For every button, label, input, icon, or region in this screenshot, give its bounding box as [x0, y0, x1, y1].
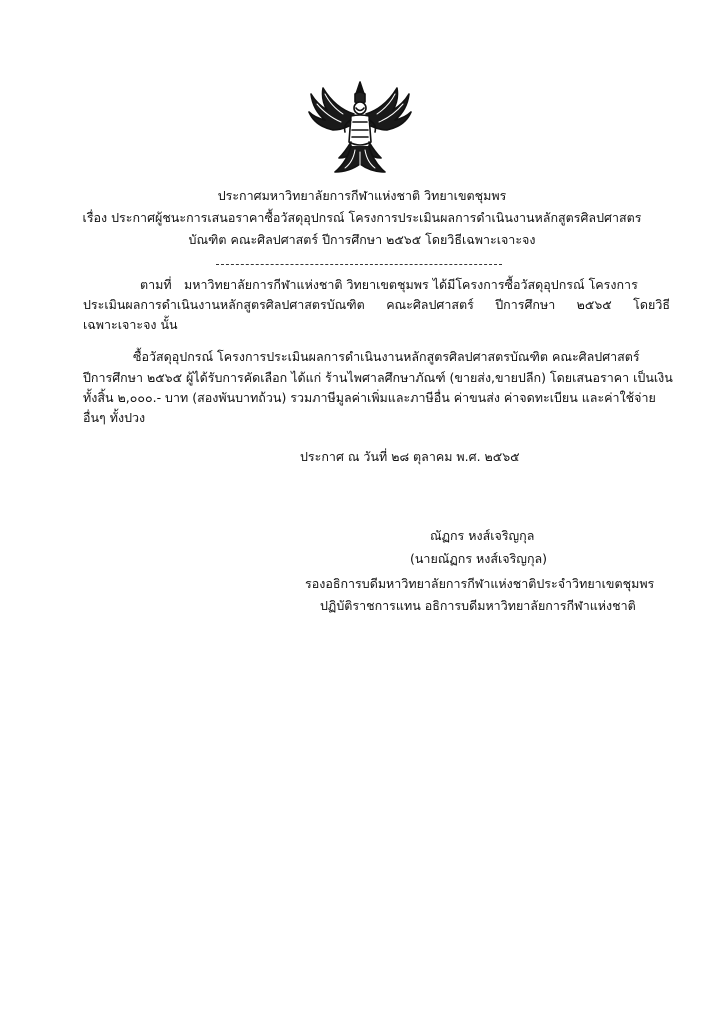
paragraph-2-line-1: ซื้อวัสดุอุปกรณ์ โครงการประเมินผลการดำเนินงานหลักสูตรศิลปศาสตรบัณฑิต คณะศิลปศาสตร์: [133, 349, 640, 364]
paragraph-1-lead: ตามที่: [140, 277, 172, 292]
paragraph-2-line-4: อื่นๆ ทั้งปวง: [83, 410, 146, 425]
heading-divider: [216, 264, 502, 265]
paragraph-1-line-3: เฉพาะเจาะจง นั้น: [83, 317, 178, 332]
signature-acting-for: ปฏิบัติราชการแทน อธิการบดีมหาวิทยาลัยการกีฬาแห่งชาติ: [320, 598, 636, 613]
announcement-date: ประกาศ ณ วันที่ ๒๘ ตุลาคม พ.ศ. ๒๕๖๕: [300, 449, 520, 464]
paragraph-2-line-2: ปีการศึกษา ๒๕๖๕ ผู้ได้รับการคัดเลือก ได้แก่ ร้านไพศาลศึกษาภัณฑ์ (ขายส่ง,ขายปลีก) โดยเสนอราคา เป็นเงิน: [83, 370, 673, 385]
paragraph-1-line-1: [140, 277, 638, 293]
announcement-subject: เรื่อง ประกาศผู้ชนะการเสนอราคาซื้อวัสดุอุปกรณ์ โครงการประเมินผลการดำเนินงานหลักสูตรศิลปศาสตร: [82, 210, 642, 225]
announcement-subject-continued: บัณฑิต คณะศิลปศาสตร์ ปีการศึกษา ๒๕๖๕ โดยวิธีเฉพาะเจาะจง: [188, 232, 536, 247]
signature-full-name: (นายณัฏกร หงส์เจริญกุล): [410, 551, 548, 566]
paragraph-2-line-3: ทั้งสิ้น ๒,๐๐๐.- บาท (สองพันบาทถ้วน) รวมภาษีมูลค่าเพิ่มและภาษีอื่น ค่าขนส่ง ค่าจดทะเบียน และค่าใช้จ่าย: [83, 390, 656, 405]
signature-position: รองอธิการบดีมหาวิทยาลัยการกีฬาแห่งชาติประจำวิทยาเขตชุมพร: [305, 576, 655, 591]
signature-name: ณัฏกร หงส์เจริญกุล: [430, 528, 535, 543]
garuda-emblem-icon: [305, 80, 415, 180]
announcement-title: ประกาศมหาวิทยาลัยการกีฬาแห่งชาติ วิทยาเขตชุมพร: [217, 188, 507, 203]
paragraph-1-line-2: ประเมินผลการดำเนินงานหลักสูตรศิลปศาสตรบัณฑิต คณะศิลปศาสตร์ ปีการศึกษา ๒๕๖๕ โดยวิธี: [83, 297, 670, 312]
paragraph-1-line-1-text: มหาวิทยาลัยการกีฬาแห่งชาติ วิทยาเขตชุมพร ได้มีโครงการซื้อวัสดุอุปกรณ์ โครงการ: [184, 277, 638, 292]
